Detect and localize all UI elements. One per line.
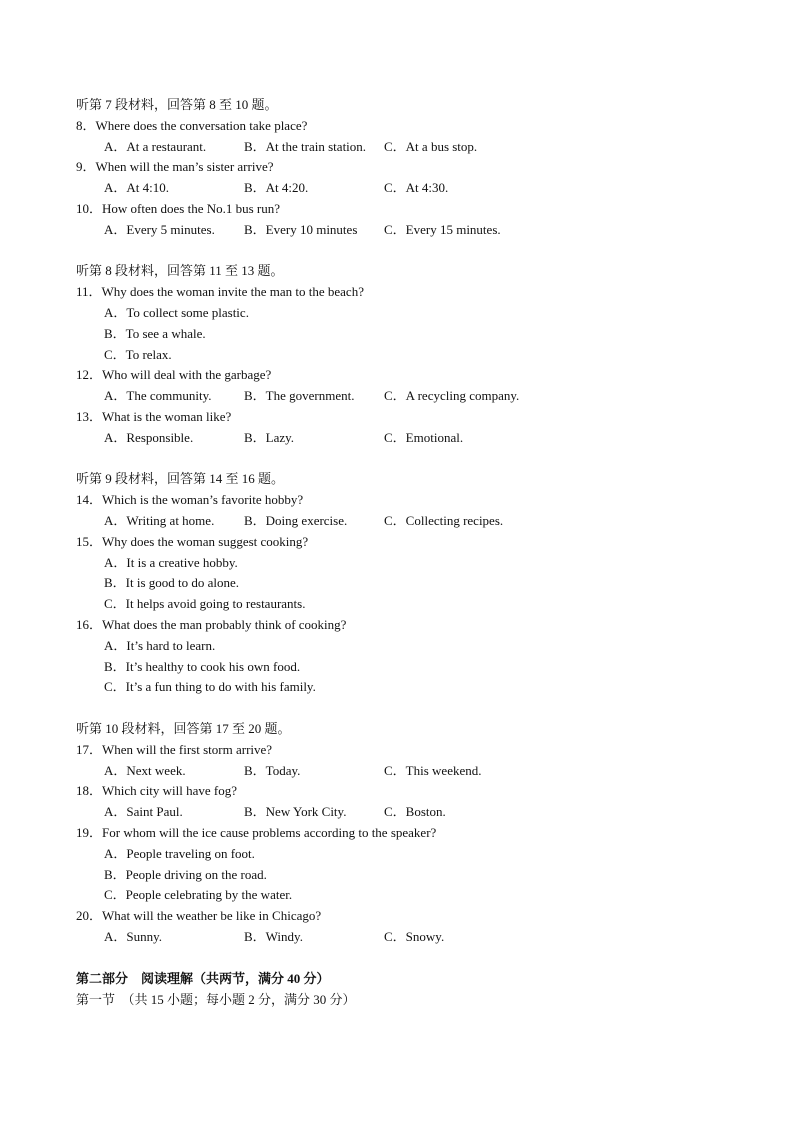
question-number: 15． xyxy=(76,533,103,549)
question-13 xyxy=(76,408,231,426)
question-number: 10． xyxy=(76,201,103,216)
option-b[interactable]: B．To see a whale. xyxy=(104,325,206,341)
question-8 xyxy=(76,117,307,135)
option-b[interactable]: B．Doing exercise. xyxy=(244,513,348,528)
option-a[interactable]: A．At a restaurant. xyxy=(104,138,207,154)
options-row xyxy=(0,928,794,946)
option-b[interactable]: B．People driving on the road. xyxy=(104,866,267,882)
question-18 xyxy=(76,782,237,800)
question-text: When will the first storm arrive? xyxy=(102,741,273,757)
option-c[interactable]: C．To relax. xyxy=(104,346,172,362)
section-header: 听第 9 段材料，回答第 14 至 16 题。 xyxy=(76,471,285,487)
option-c[interactable]: C．Emotional. xyxy=(384,429,464,445)
option-c[interactable]: C．Snowy. xyxy=(384,929,445,944)
option-a[interactable]: A．Next week. xyxy=(104,762,186,778)
option-b[interactable]: B．At the train station. xyxy=(244,138,367,154)
option-c[interactable]: C．It helps avoid going to restaurants. xyxy=(104,596,306,612)
question-text: Why does the woman suggest cooking? xyxy=(102,533,309,549)
question-14 xyxy=(76,491,303,509)
option-c[interactable]: C．Collecting recipes. xyxy=(384,513,504,528)
option-b[interactable]: B．Windy. xyxy=(244,929,303,944)
question-text: Who will deal with the garbage? xyxy=(102,367,272,383)
question-text: What does the man probably think of cooking? xyxy=(102,617,347,632)
options-row xyxy=(0,512,794,530)
options-row xyxy=(0,762,794,780)
section-header: 听第 8 段材料，回答第 11 至 13 题。 xyxy=(76,263,284,279)
question-19 xyxy=(76,824,436,842)
question-number: 18． xyxy=(76,783,103,799)
option-a[interactable]: A．Saint Paul. xyxy=(104,804,183,820)
options-row xyxy=(0,429,794,447)
question-number: 13． xyxy=(76,409,103,424)
question-16 xyxy=(76,616,346,634)
question-11 xyxy=(76,283,364,301)
question-15 xyxy=(76,533,308,551)
option-a[interactable]: A．Responsible. xyxy=(104,429,194,445)
option-a[interactable]: A．The community. xyxy=(104,388,212,404)
question-text: Which is the woman’s favorite hobby? xyxy=(102,492,304,508)
option-a[interactable]: A．It’s hard to learn. xyxy=(104,637,216,653)
question-17 xyxy=(76,741,272,759)
section-header: 听第 10 段材料，回答第 17 至 20 题。 xyxy=(76,721,291,736)
option-c[interactable]: C．At 4:30. xyxy=(384,180,449,196)
option-b[interactable]: B．Every 10 minutes xyxy=(244,221,358,237)
question-number: 16． xyxy=(76,617,103,632)
question-number: 17． xyxy=(76,741,103,757)
question-number: 8． xyxy=(76,117,96,133)
question-text: For whom will the ice cause problems according to the speaker? xyxy=(102,825,437,840)
option-b[interactable]: B．At 4:20. xyxy=(244,180,309,196)
option-c[interactable]: C．A recycling company. xyxy=(384,388,520,404)
question-text: How often does the No.1 bus run? xyxy=(102,201,281,216)
question-9 xyxy=(76,158,274,176)
options-row xyxy=(0,138,794,156)
option-b[interactable]: B．New York City. xyxy=(244,804,347,820)
question-20 xyxy=(76,907,321,925)
question-text: What is the woman like? xyxy=(102,409,232,424)
question-number: 20． xyxy=(76,908,103,924)
options-row xyxy=(0,387,794,405)
option-c[interactable]: C．Boston. xyxy=(384,804,446,820)
question-text: What will the weather be like in Chicago? xyxy=(102,908,322,924)
options-row xyxy=(0,803,794,821)
option-b[interactable]: B．The government. xyxy=(244,388,355,404)
part-two-title: 第二部分 阅读理解（共两节，满分 40 分） xyxy=(76,971,330,986)
option-a[interactable]: A．At 4:10. xyxy=(104,180,170,196)
option-a[interactable]: A．To collect some plastic. xyxy=(104,305,249,320)
option-a[interactable]: A．People traveling on foot. xyxy=(104,845,255,861)
option-c[interactable]: C．Every 15 minutes. xyxy=(384,221,501,237)
option-a[interactable]: A．Sunny. xyxy=(104,929,163,944)
part-two-section-one: 第一节 （共 15 小题；每小题 2 分，满分 30 分） xyxy=(76,992,356,1007)
option-a[interactable]: A．It is a creative hobby. xyxy=(104,554,238,570)
option-a[interactable]: A．Every 5 minutes. xyxy=(104,221,215,237)
question-number: 11． xyxy=(76,284,102,300)
question-number: 14． xyxy=(76,492,103,508)
question-number: 9． xyxy=(76,159,96,175)
options-row xyxy=(0,221,794,239)
question-10 xyxy=(76,200,280,218)
question-text: Which city will have fog? xyxy=(102,783,238,799)
option-a[interactable]: A．Writing at home. xyxy=(104,513,215,528)
question-12 xyxy=(76,366,271,384)
option-b[interactable]: B．It’s healthy to cook his own food. xyxy=(104,658,301,674)
section-header: 听第 7 段材料，回答第 8 至 10 题。 xyxy=(76,97,278,112)
question-text: When will the man’s sister arrive? xyxy=(95,159,274,175)
options-row xyxy=(0,179,794,197)
option-c[interactable]: C．It’s a fun thing to do with his family. xyxy=(104,679,316,695)
option-b[interactable]: B．Today. xyxy=(244,762,301,778)
question-number: 12． xyxy=(76,367,103,383)
question-text: Why does the woman invite the man to the beach? xyxy=(101,284,364,300)
option-c[interactable]: C．At a bus stop. xyxy=(384,138,478,154)
option-c[interactable]: C．People celebrating by the water. xyxy=(104,887,293,903)
option-b[interactable]: B．It is good to do alone. xyxy=(104,575,240,591)
option-b[interactable]: B．Lazy. xyxy=(244,429,295,445)
question-text: Where does the conversation take place? xyxy=(95,117,308,133)
option-c[interactable]: C．This weekend. xyxy=(384,762,482,778)
question-number: 19． xyxy=(76,825,103,840)
